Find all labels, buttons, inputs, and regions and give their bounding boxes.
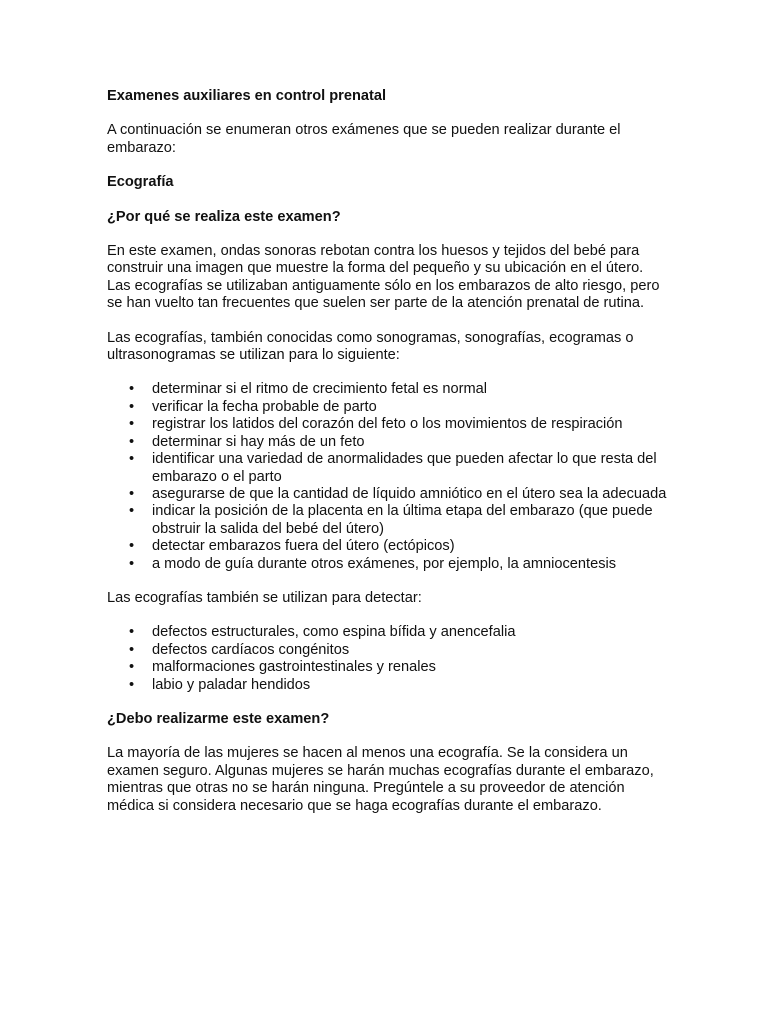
- list-item-text: identificar una variedad de anormalidades que pueden afectar lo que resta del embarazo o el parto: [152, 451, 657, 485]
- paragraph-how-it-works: En este examen, ondas sonoras rebotan contra los huesos y tejidos del bebé para construir una imagen que muestre la forma del pequeño y su ubicación en el útero. Las ecografías se utilizaban antiguamente sólo en los embarazos de alto riesgo, pero se han vuelto tan frecuentes que suelen ser parte de la atención prenatal de rutina.: [107, 243, 660, 312]
- list-item-text: defectos cardíacos congénitos: [152, 641, 350, 658]
- document-page: [107, 88, 667, 815]
- paragraph-recommendation: La mayoría de las mujeres se hacen al menos una ecografía. Se la considera un examen seguro. Algunas mujeres se harán muchas ecografías durante el embarazo, mientras que otras no se harán ninguna. Pregúntele a su proveedor de atención médica si considera necesario que se haga ecografías durante el embarazo.: [107, 745, 654, 814]
- spacer: [107, 728, 667, 745]
- uses-list: [107, 381, 667, 572]
- list-item: [107, 624, 667, 641]
- list-item: [107, 538, 667, 555]
- list-item-text: a modo de guía durante otros exámenes, por ejemplo, la amniocentesis: [152, 555, 617, 572]
- list-item-text: determinar si hay más de un feto: [152, 433, 365, 450]
- list-item-text: malformaciones gastrointestinales y renales: [152, 659, 436, 676]
- spacer: [107, 607, 667, 624]
- spacer: [107, 157, 667, 174]
- question-heading-why: ¿Por qué se realiza este examen?: [107, 208, 341, 225]
- paragraph-detects-intro: Las ecografías también se utilizan para detectar:: [107, 589, 422, 606]
- bullet-icon: •: [129, 398, 135, 415]
- bullet-icon: •: [129, 451, 135, 468]
- list-item: [107, 556, 667, 573]
- bullet-icon: •: [129, 485, 135, 502]
- section-heading: Ecografía: [107, 174, 174, 191]
- bullet-icon: •: [129, 676, 135, 693]
- list-item-text: defectos estructurales, como espina bífida y anencefalia: [152, 624, 516, 641]
- list-item: [107, 434, 667, 451]
- spacer: [107, 313, 667, 330]
- bullet-icon: •: [129, 433, 135, 450]
- bullet-icon: •: [129, 503, 135, 520]
- list-item: [107, 503, 667, 538]
- bullet-icon: •: [129, 555, 135, 572]
- list-item: [107, 659, 667, 676]
- spacer: [107, 364, 667, 381]
- spacer: [107, 105, 667, 122]
- paragraph-uses-intro: Las ecografías, también conocidas como sonogramas, sonografías, ecogramas o ultrasonogramas se utilizan para lo siguiente:: [107, 329, 634, 364]
- list-item-text: determinar si el ritmo de crecimiento fetal es normal: [152, 381, 487, 398]
- list-item-text: asegurarse de que la cantidad de líquido amniótico en el útero sea la adecuada: [152, 485, 667, 502]
- list-item-text: detectar embarazos fuera del útero (ectópicos): [152, 538, 455, 555]
- list-item-text: indicar la posición de la placenta en la última etapa del embarazo (que puede obstruir la salida del bebé del útero): [152, 503, 653, 537]
- list-item-text: labio y paladar hendidos: [152, 676, 311, 693]
- list-item: [107, 486, 667, 503]
- list-item: [107, 451, 667, 486]
- bullet-icon: •: [129, 416, 135, 433]
- bullet-icon: •: [129, 659, 135, 676]
- spacer: [107, 694, 667, 711]
- list-item: [107, 381, 667, 398]
- list-item-text: verificar la fecha probable de parto: [152, 398, 377, 415]
- spacer: [107, 226, 667, 243]
- question-heading-should: ¿Debo realizarme este examen?: [107, 710, 330, 727]
- list-item: [107, 642, 667, 659]
- detects-list: [107, 624, 667, 694]
- bullet-icon: •: [129, 641, 135, 658]
- spacer: [107, 573, 667, 590]
- list-item: [107, 677, 667, 694]
- list-item-text: registrar los latidos del corazón del feto o los movimientos de respiración: [152, 416, 623, 433]
- document-title: Examenes auxiliares en control prenatal: [107, 88, 387, 104]
- bullet-icon: •: [129, 624, 135, 641]
- bullet-icon: •: [129, 538, 135, 555]
- list-item: [107, 399, 667, 416]
- bullet-icon: •: [129, 381, 135, 398]
- spacer: [107, 192, 667, 209]
- list-item: [107, 416, 667, 433]
- intro-paragraph: A continuación se enumeran otros exámenes que se pueden realizar durante el embarazo:: [107, 122, 621, 156]
